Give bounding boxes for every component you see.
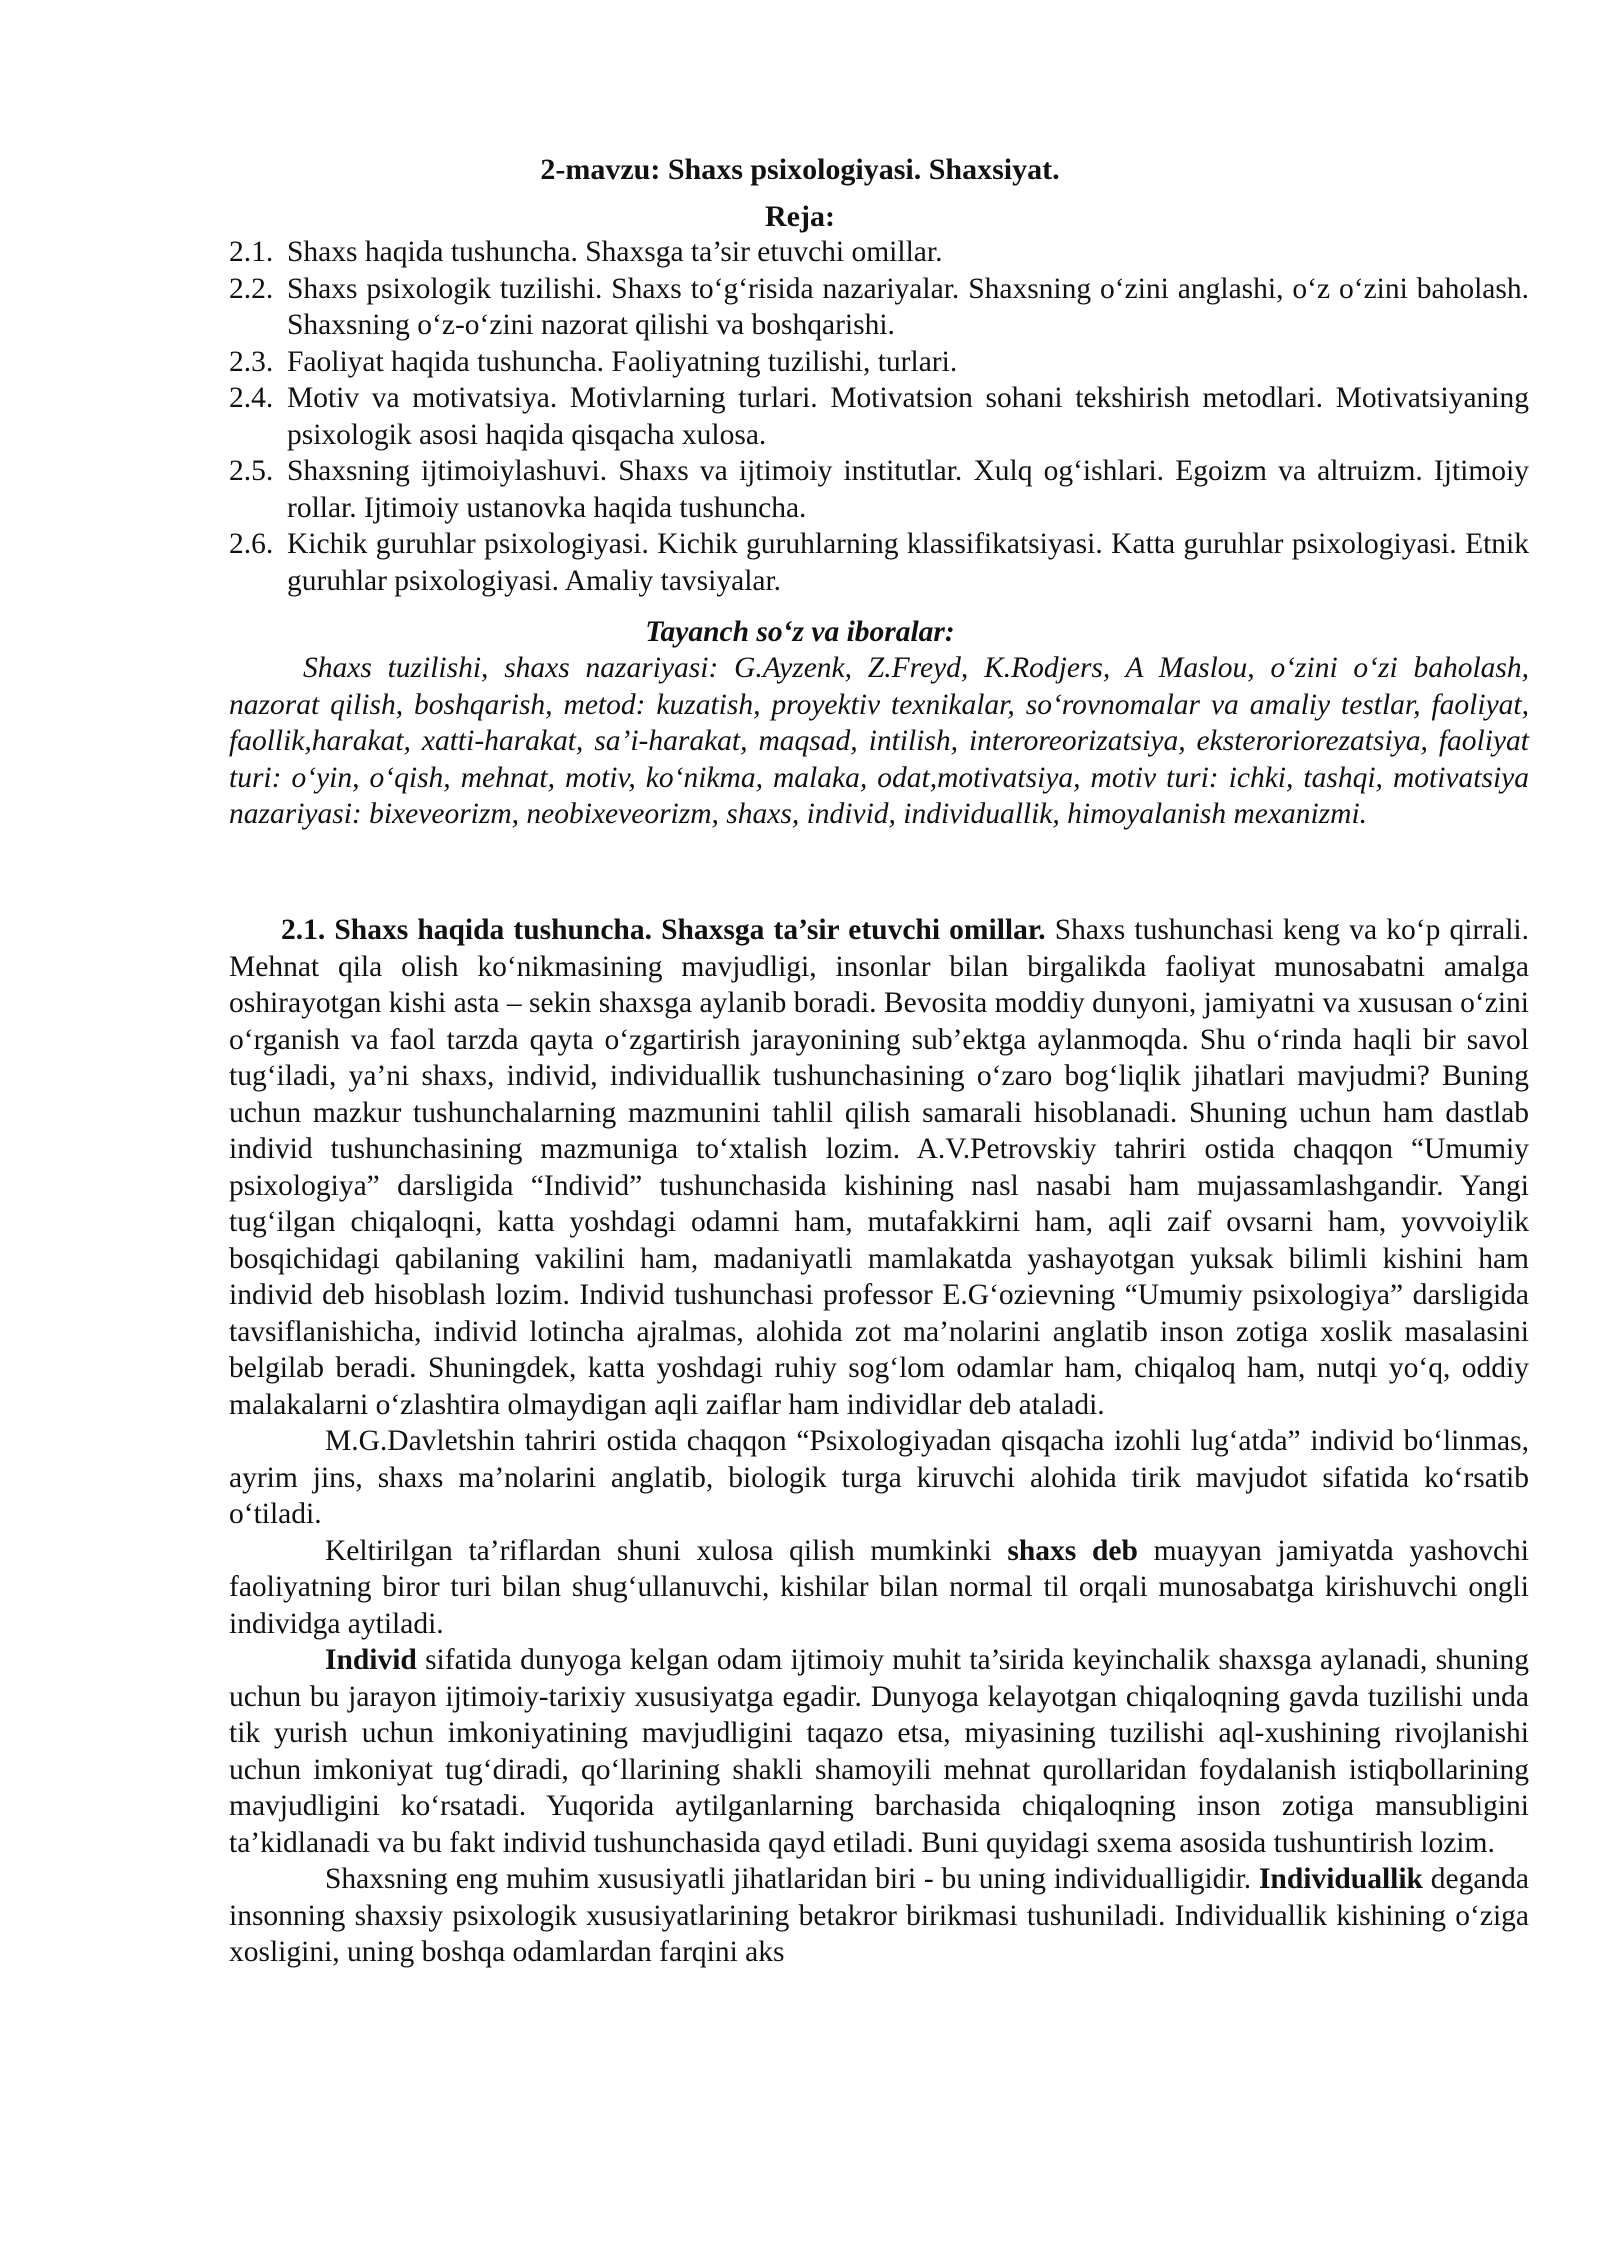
plan-item-number: 2.3.: [229, 345, 274, 378]
paragraph: [229, 1423, 1529, 1533]
paragraph-text: M.G.Davletshin tahriri ostida chaqqon “Psixologiyadan qisqacha izohli lug‘atda” individ bo‘linmas, ayrim jins, shaxs ma’nolarini anglatib, biologik turga kiruvchi alohida tirik mavjudot sifatida ko‘rsatib o‘tiladi.: [229, 1425, 1529, 1530]
plan-item-text: Shaxs psixologik tuzilishi. Shaxs to‘g‘risida nazariyalar. Shaxsning o‘zini anglashi, o‘z o‘zini baholash. Shaxsning o‘z-o‘zini nazorat qilishi va boshqarishi.: [287, 272, 1529, 341]
plan-item-text: Faoliyat haqida tushuncha. Faoliyatning tuzilishi, turlari.: [287, 345, 958, 378]
plan-item-number: 2.5.: [229, 455, 274, 487]
paragraph: [229, 1861, 1529, 1971]
plan-item-number: 2.1.: [229, 236, 274, 268]
plan-item-number: 2.6.: [229, 528, 274, 560]
section-body: [229, 912, 1529, 1971]
paragraph-text: Shaxs tushunchasi keng va ko‘p qirrali. Mehnat qila olish ko‘nikmasining mavjudligi, insonlar bilan birgalikda faoliyat munosabatni amalga oshirayotgan kishi asta – sekin shaxsga aylanib boradi. Bevosita moddiy dunyoni, jamiyatni va xususan o‘zini o‘rganish va faol tarzda qayta o‘zgartirish jarayonining sub’ektga aylanmoqda. Shu o‘rinda haqli bir savol tug‘iladi, ya’ni shaxs, individ, individuallik tushunchasining o‘zaro bog‘liqlik jihatlari mavjudmi? Buning uchun mazkur tushunchalarning mazmunini tahlil qilish samarali hisoblanadi. Shuning uchun ham dastlab individ tushunchasining mazmuniga to‘xtalish lozim. A.V.Petrovskiy tahriri ostida chaqqon “Umumiy psixologiya” darsligida “Individ” tushunchasida kishining nasl nasabi ham mujassamlashgandir. Yangi tug‘ilgan chiqaloqni, katta yoshdagi odamni ham, mutafakkirni ham, aqli zaif ovsarni ham, yovvoiylik bosqichidagi qabilaning vakilini ham, madaniyatli mamlakatda yashayotgan yuksak bilimli kishini ham individ deb hisoblash lozim. Individ tushunchasi professor E.G‘ozievning “Umumiy psixologiya” darsligida tavsiflanishicha, individ lotincha ajralmas, alohida zot ma’nolarini anglatib inson zotiga xoslik masalasini belgilab beradi. Shuningdek, katta yoshdagi ruhiy sog‘lom odamlar ham, chiqaloq ham, nutqi yo‘q, oddiy malakalarni o‘zlashtira olmaydigan aqli zaiflar ham individlar deb ataladi.: [229, 914, 1529, 1421]
plan-item-number: 2.4.: [229, 382, 274, 414]
paragraph-text: deganda insonning shaxsiy psixologik xususiyatlarining betakror birikmasi tushuniladi. Individuallik kishining o‘ziga xosligini, uning boshqa odamlardan farqini aks: [229, 1863, 1530, 1968]
paragraph-text: Shaxsning eng muhim xususiyatli jihatlaridan biri - bu uning individualligidir.: [325, 1863, 1259, 1895]
paragraph: [229, 1533, 1529, 1643]
paragraph-text: Keltirilgan ta’riflardan shuni xulosa qilish mumkinki: [325, 1534, 1008, 1567]
plan-item-number: 2.2.: [229, 272, 274, 305]
paragraph-text: muayyan jamiyatda yashovchi faoliyatning biror turi bilan shug‘ullanuvchi, kishilar bilan normal til orqali munosabatga kirishuvchi ongli individga aytiladi.: [229, 1534, 1530, 1640]
plan-item-text: Kichik guruhlar psixologiyasi. Kichik guruhlarning klassifikatsiyasi. Katta guruhlar psixologiyasi. Etnik guruhlar psixologiyasi. Amaliy tavsiyalar.: [287, 528, 1529, 597]
plan-list: [229, 234, 1529, 599]
keywords-heading: Tayanch so‘z va iboralar:: [645, 616, 955, 648]
bold-term: Individuallik: [1258, 1863, 1423, 1895]
plan-item: [229, 526, 1529, 599]
paragraph: [229, 1642, 1529, 1861]
page-title: 2-mavzu: Shaxs psixologiyasi. Shaxsiyat.: [540, 153, 1060, 186]
paragraph-text: sifatida dunyoga kelgan odam ijtimoiy muhit ta’sirida keyinchalik shaxsga aylanadi, shuning uchun bu jarayon ijtimoiy-tarixiy xususiyatga egadir. Dunyoga kelayotgan chiqaloqning gavda tuzilishi unda tik yurish uchun imkoniyatining mavjudligini taqazo etsa, miyasining tuzilishi aql-xushining rivojlanishi uchun imkoniyat tug‘diradi, qo‘llarining shakli shamoyili mehnat qurollaridan foydalanish istiqbollarining mavjudligini ko‘rsatadi. Yuqorida aytilganlarning barchasida chiqaloqning inson zotiga mansubligini ta’kidlanadi va bu fakt individ tushunchasida qayd etiladi. Buni quyidagi sxema asosida tushuntirish lozim.: [229, 1644, 1529, 1859]
bold-term: Individ: [325, 1644, 417, 1676]
plan-item: [229, 453, 1529, 526]
plan-item: [229, 380, 1529, 453]
paragraph: [229, 912, 1529, 1423]
plan-item: [229, 234, 1529, 271]
plan-item: [229, 344, 1529, 381]
plan-item: [229, 271, 1529, 344]
keywords-paragraph: Shaxs tuzilishi, shaxs nazariyasi: G.Ayzenk, Z.Freyd, K.Rodjers, A Maslou, o‘zini o‘zi baholash, nazorat qilish, boshqarish, metod: kuzatish, proyektiv texnikalar, so‘rovnomalar va amaliy testlar, faoliyat, faollik,harakat, xatti-harakat, sa’i-harakat, maqsad, intilish, interoreorizatsiya, eksteroriorezatsiya, faoliyat turi: o‘yin, o‘qish, mehnat, motiv, ko‘nikma, malaka, odat,motivatsiya, motiv turi: ichki, tashqi, motivatsiya nazariyasi: bixeveorizm, neobixeveorizm, shaxs, individ, individuallik, himoyalanish mexanizmi.: [229, 652, 1529, 830]
plan-item-text: Shaxsning ijtimoiylashuvi. Shaxs va ijtimoiy institutlar. Xulq og‘ishlari. Egoizm va altruizm. Ijtimoiy rollar. Ijtimoiy ustanovka haqida tushuncha.: [287, 455, 1529, 524]
plan-item-text: Motiv va motivatsiya. Motivlarning turlari. Motivatsion sohani tekshirish metodlari. Motivatsiyaning psixologik asosi haqida qisqacha xulosa.: [287, 382, 1529, 451]
plan-item-text: Shaxs haqida tushuncha. Shaxsga ta’sir etuvchi omillar.: [287, 236, 943, 268]
plan-heading: Reja:: [765, 200, 835, 233]
bold-term: shaxs deb: [1007, 1534, 1138, 1567]
section-heading: 2.1. Shaxs haqida tushuncha. Shaxsga ta’sir etuvchi omillar.: [281, 914, 1046, 946]
